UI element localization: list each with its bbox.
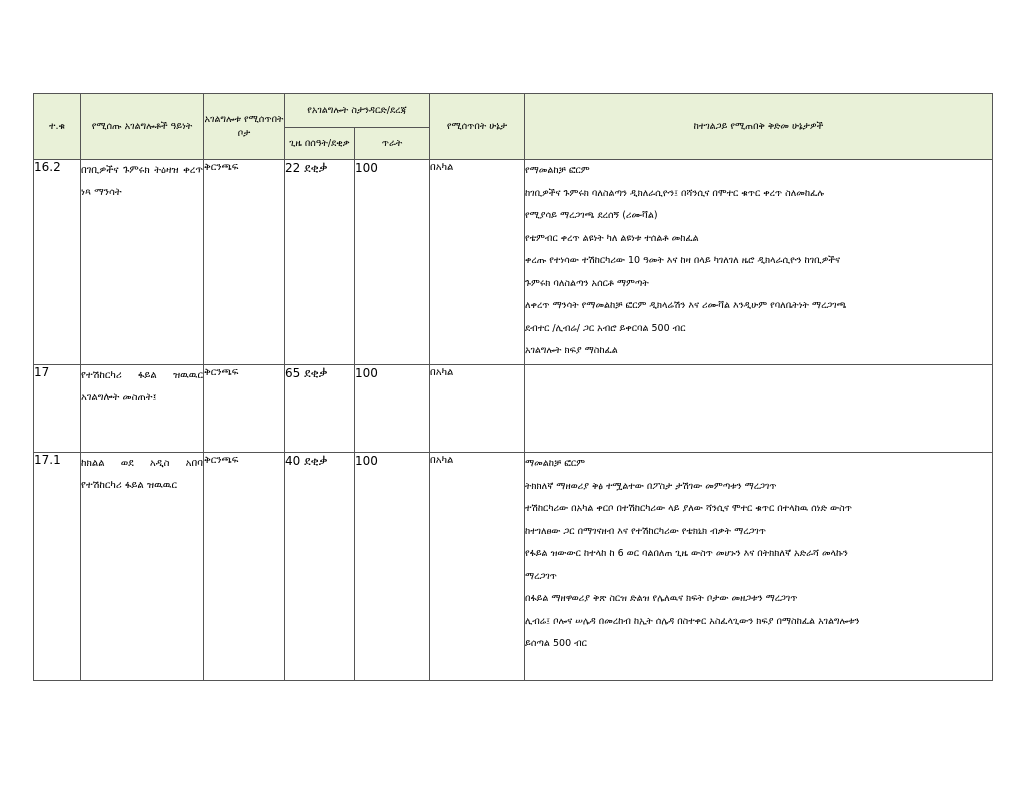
requirement-line: የቴምብር ቀረጥ ልዩነት ካለ ልዩነቱ ተሰልቶ መከፈል [525, 232, 699, 244]
service-type: በገቢዎችና ጉምሩክ ትዕዛዝ ቀረጥ ነጻ ማንሳት [81, 160, 204, 365]
requirement-line: ተሽከርካሪው በአካል ቀርቦ በተሽከርካሪው ላይ ያለው ሻንሲና ሞተር ቁጥር በተላከዉ ሰነድ ውስጥ [525, 503, 852, 514]
requirement-line: ማመልከቻ ፎርም [525, 458, 586, 469]
header-delivery-mode: የሚሰጥበት ሁኔታ [430, 94, 525, 160]
table-row [34, 453, 993, 681]
requirement-line: ከተገለፀው ጋር በማገናዘብ እና የተሽከርካሪው የቴክኒክ ብቃት ማረጋገጥ [525, 525, 766, 537]
header-requirements: ከተገልጋይ የሚጠበቅ ቅድመ ሁኔታዎች [525, 94, 993, 160]
requirements-cell [525, 365, 993, 453]
requirement-line: ደብተር /ሊብሬ/ ጋር አብሮ ይቀርባል 500 ብር [525, 322, 686, 334]
requirement-line: አገልግሎት ክፍያ ማስከፈል [525, 345, 618, 356]
header-delivery-place: አገልግሎቱ የሚሰጥበት ቦታ [204, 94, 285, 160]
requirement-line: በፋይል ማዘዋወሪያ ቅጽ ስርዝ ድልዝ የሌለዉና ክፍት ቦታው መዘጋቱን ማረጋገጥ [525, 593, 798, 604]
delivery-mode: በአካል [430, 453, 525, 681]
delivery-mode: በአካል [430, 365, 525, 453]
requirement-line: የማመልከቻ ፎርም [525, 165, 590, 176]
time-standard: 40 ደቂቃ [285, 453, 355, 681]
services-table [33, 93, 993, 681]
header-service-type: የሚሰጡ አገልግሎቶች ዓይነት [81, 94, 204, 160]
table-row [34, 160, 993, 365]
header-standard: የአገልግሎት ስታንዳርድ/ደረጃ [285, 94, 430, 128]
row-number: 17 [34, 365, 81, 453]
row-number: 17.1 [34, 453, 81, 681]
requirement-line: ሊብሬ፤ ቦሎና ሠሌዳ በመረከብ ከኢት ሰሌዳ በስተቀር አስፈላጊውን ክፍያ በማስከፈል አገልግሎቱን [525, 615, 860, 627]
header-time: ጊዜ በሰዓት/ደቂቃ [285, 128, 355, 160]
quality-standard: 100 [355, 453, 430, 681]
requirement-line: ማረጋገጥ [525, 570, 557, 582]
requirement-line: ይሰጣል 500 ብር [525, 638, 587, 649]
header-quality: ጥራት [355, 128, 430, 160]
requirements-cell [525, 160, 993, 365]
requirement-line: ጉምሩክ ባለስልጣን አሰርቶ ማምጣት [525, 277, 649, 289]
time-standard: 22 ደቂቃ [285, 160, 355, 365]
delivery-mode: በአካል [430, 160, 525, 365]
delivery-place: ቅርንጫፍ [204, 160, 285, 365]
service-type: ከክልል ወደ አዲስ አበባ የተሽከርካሪ ፋይል ዝዉዉር [81, 453, 204, 681]
row-number: 16.2 [34, 160, 81, 365]
time-standard: 65 ደቂቃ [285, 365, 355, 453]
requirement-line: የሚያሳይ ማረጋገጫ ደረሰኝ (ሪሙቫል) [525, 210, 658, 221]
quality-standard: 100 [355, 160, 430, 365]
table-row [34, 365, 993, 453]
requirement-line: የፋይል ዝውውር ከተላከ ከ 6 ወር ባልበለጠ ጊዜ ውስጥ መሆኑን እና በትክክለኛ አድራሻ መላኩን [525, 548, 848, 559]
quality-standard: 100 [355, 365, 430, 453]
delivery-place: ቅርንጫፍ [204, 365, 285, 453]
requirement-line: ለቀረጥ ማንሳት የማመልከቻ ፎርም ዲክላሬሽን እና ሪሙቫል እንዲሁም የባለቤትነት ማረጋገጫ [525, 300, 847, 311]
requirement-line: ከገቢዎችና ጉምሩክ ባለስልጣን ዲክለራሲዮን፤ በሻንሲና በሞተር ቁጥር ቀረጥ ስለመከፈሉ [525, 187, 825, 199]
service-type: የተሽከርካሪ ፋይል ዝዉዉር አገልግሎት መስጠት፤ [81, 365, 204, 453]
requirement-line: ቀረጡ የተነሳው ተሽከርካሪው 10 ዓመት እና ከዛ በላይ ካገለገለ ዜሮ ዲክላራሲዮን ከገቢዎችና [525, 255, 841, 266]
header-no: ተ.ቁ [34, 94, 81, 160]
requirement-line: ትክክለኛ ማዘወሪያ ቅፅ ተሟልተው በፖስታ ታሽገው መምጣቱን ማረጋገጥ [525, 480, 777, 492]
requirements-cell [525, 453, 993, 681]
delivery-place: ቅርንጫፍ [204, 453, 285, 681]
